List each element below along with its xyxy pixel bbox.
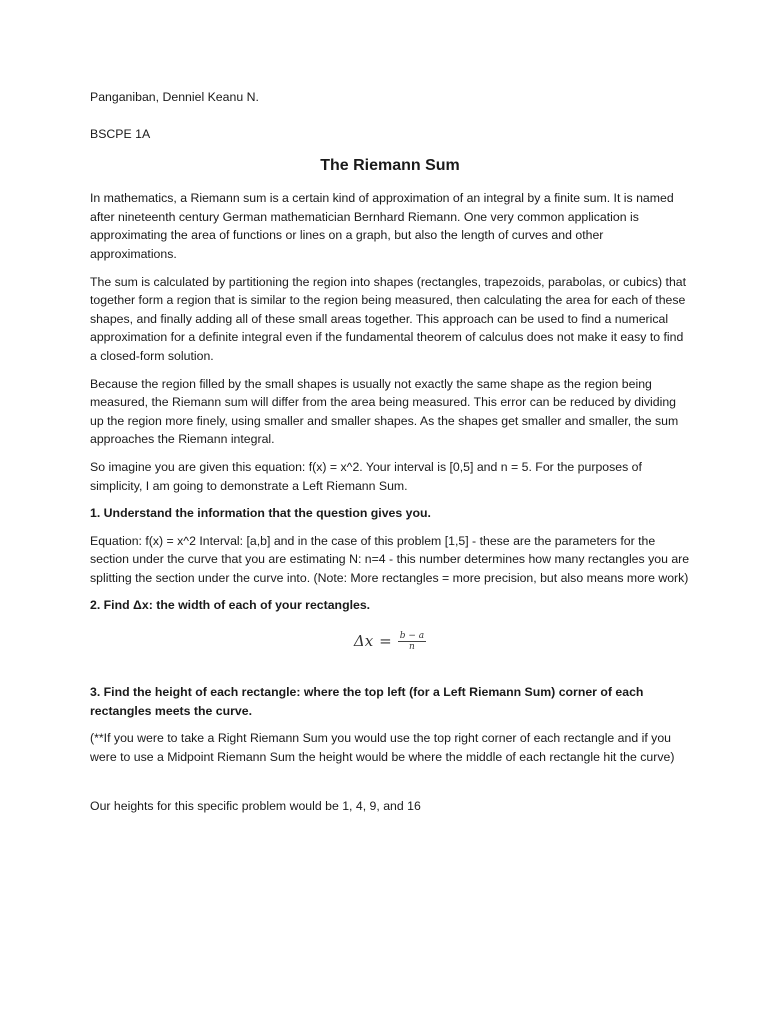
step-3-heading: 3. Find the height of each rectangle: where the top left (for a Left Riemann Sum) corner of each rectangles meets the curve. [90, 685, 644, 718]
delta-x-formula [90, 631, 690, 661]
formula-numerator: b − a [399, 631, 425, 642]
formula-lhs: Δx [353, 632, 374, 651]
document-page [90, 88, 690, 825]
document-title: The Riemann Sum [320, 157, 460, 175]
paragraph-example: So imagine you are given this equation: f(x) = x^2. Your interval is [0,5] and n = 5. For the purposes of simplicity, I am going to demonstrate a Left Riemann Sum. [90, 459, 642, 493]
paragraph-error: Because the region filled by the small shapes is usually not exactly the same shape as the region being measured, the Riemann sum will differ from the area being measured. This error can be reduced by dividing up the region more finely, using smaller and smaller shapes. As the shapes get smaller and smaller, the sum approaches the Riemann integral. [90, 376, 679, 447]
paragraph-calculation: The sum is calculated by partitioning the region into shapes (rectangles, trapezoids, parabolas, or cubics) that together form a region that is similar to the region being measured, then calculating the area for each of these shapes, and finally adding all of these small areas together. This approach can be used to find a numerical approximation for a definite integral even if the fundamental theorem of calculus does not make it easy to find a closed-form solution. [90, 274, 687, 363]
author-name: Panganiban, Denniel Keanu N. [90, 90, 259, 104]
paragraph-intro: In mathematics, a Riemann sum is a certain kind of approximation of an integral by a finite sum. It is named after nineteenth century German mathematician Bernhard Riemann. One very common application is approximating the area of functions or lines on a graph, but also the length of curves and other approximations. [90, 191, 674, 261]
step-1-heading: 1. Understand the information that the question gives you. [90, 506, 431, 521]
formula-equals: = [379, 632, 392, 651]
step-2-heading: 2. Find Δx: the width of each of your rectangles. [90, 598, 371, 613]
formula-denominator: n [409, 642, 415, 653]
spacer [90, 775, 690, 797]
step-1-body: Equation: f(x) = x^2 Interval: [a,b] and in the case of this problem [1,5] - these are the parameters for the section under the curve that you are estimating N: n=4 - this number determines how many rectangles you are splitting the section under the curve into. (Note: More rectangles = more precision, but also means more work) [90, 533, 690, 585]
course-section: BSCPE 1A [90, 126, 151, 141]
step-3-note: (**If you were to take a Right Riemann Sum you would use the top right corner of each rectangle and if you were to use a Midpoint Riemann Sum the height would be where the middle of each rectangle hit the curve) [90, 731, 675, 764]
conclusion-text: Our heights for this specific problem would be 1, 4, 9, and 16 [90, 799, 421, 814]
formula-fraction [398, 631, 426, 652]
